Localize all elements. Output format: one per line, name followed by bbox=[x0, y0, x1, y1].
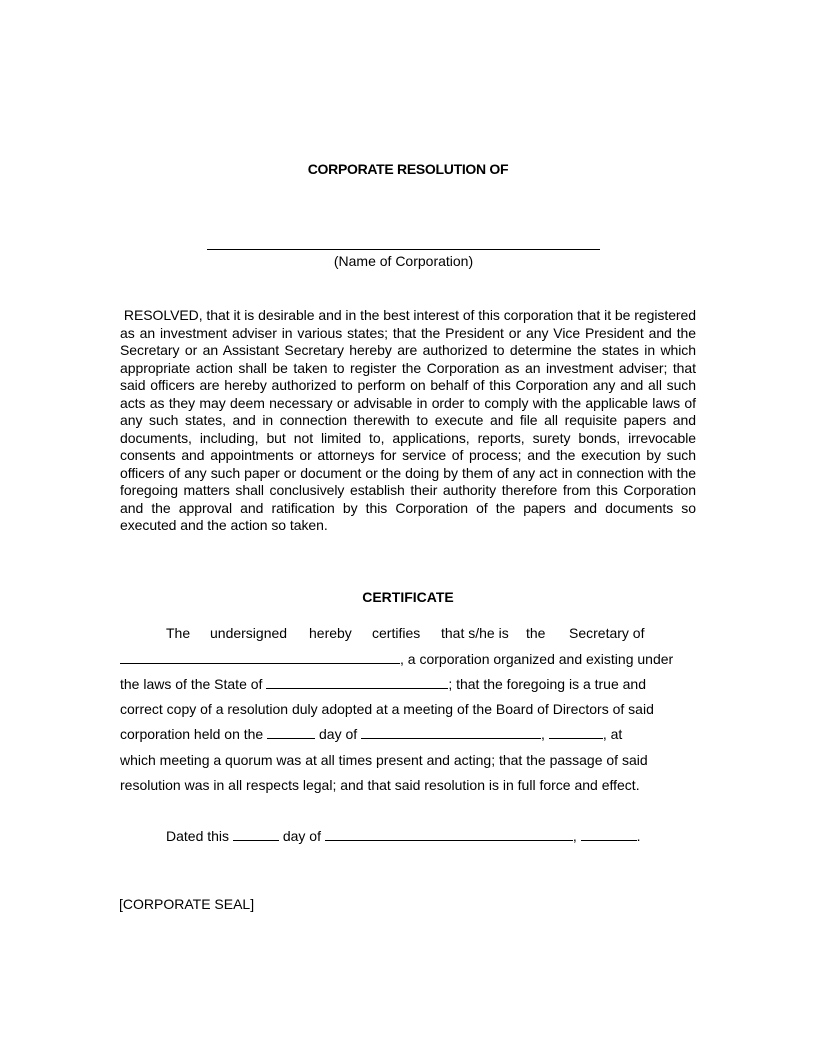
certificate-line-3 bbox=[120, 676, 696, 692]
cert-text: , bbox=[541, 726, 545, 742]
corporation-name-field[interactable] bbox=[120, 651, 400, 664]
meeting-day-field[interactable] bbox=[267, 726, 315, 739]
cert-text: day of bbox=[319, 726, 358, 742]
cert-word: hereby bbox=[309, 625, 352, 641]
cert-text: , a corporation organized and existing under bbox=[400, 651, 674, 667]
cert-word: undersigned bbox=[210, 625, 288, 641]
dated-text: Dated this bbox=[166, 828, 230, 844]
certificate-line-6: which meeting a quorum was at all times present and acting; that the passage of said bbox=[120, 752, 648, 768]
dated-text: . bbox=[636, 828, 641, 844]
meeting-year-field[interactable] bbox=[549, 726, 603, 739]
dated-line bbox=[166, 828, 641, 844]
cert-text: , at bbox=[602, 726, 623, 742]
corporate-seal-label: [CORPORATE SEAL] bbox=[119, 896, 255, 912]
resolution-text: RESOLVED, that it is desirable and in the best interest of this corporation that it be registered as an investment adviser in various states; that the President or any Vice President and the Secretary or an Assistant Secretary hereby are authorized to determine the states in which appropriate action shall be taken to register the Corporation as an investment adviser; that said officers are hereby authorized to perform on behalf of this Corporation any and all such acts as they may deem necessary or advisable in order to comply with the applicable laws of any such states, and in connection therewith to execute and file all requisite papers and documents, including, but not limited to, applications, reports, surety bonds, irrevocable consents and appointments or attorneys for service of process; and the execution by such officers of any such paper or document or the doing by them of any act in connection with the foregoing matters shall conclusively establish their authority therefore from this Corporation and the approval and ratification by this Corporation of the papers and documents so executed and the action so taken. bbox=[120, 307, 697, 533]
corporation-name-caption: (Name of Corporation) bbox=[333, 253, 474, 269]
dated-day-field[interactable] bbox=[233, 828, 279, 841]
resolution-paragraph bbox=[120, 307, 696, 535]
dated-month-field[interactable] bbox=[325, 828, 573, 841]
dated-text: day of bbox=[282, 828, 321, 844]
meeting-month-field[interactable] bbox=[361, 726, 541, 739]
certificate-line-5 bbox=[120, 726, 696, 742]
cert-text: ; that the foregoing is a true and bbox=[448, 676, 647, 692]
cert-word: the bbox=[526, 625, 546, 641]
cert-word: Secretary of bbox=[569, 625, 645, 641]
cert-text: corporation held on the bbox=[120, 726, 264, 742]
cert-word: certifies bbox=[372, 625, 421, 641]
certificate-title: CERTIFICATE bbox=[362, 589, 454, 605]
certificate-line-4: correct copy of a resolution duly adopted at a meeting of the Board of Directors of said bbox=[120, 701, 654, 717]
certificate-line-7: resolution was in all respects legal; and that said resolution is in full force and effect. bbox=[120, 777, 640, 793]
certificate-line-2 bbox=[120, 651, 696, 667]
document-title: CORPORATE RESOLUTION OF bbox=[307, 161, 509, 177]
dated-text: , bbox=[572, 828, 577, 844]
corporation-name-blank[interactable] bbox=[207, 249, 600, 250]
dated-year-field[interactable] bbox=[581, 828, 637, 841]
state-field[interactable] bbox=[266, 676, 448, 689]
cert-text: the laws of the State of bbox=[120, 676, 263, 692]
cert-word: that s/he is bbox=[441, 625, 509, 641]
cert-word: The bbox=[166, 625, 191, 641]
